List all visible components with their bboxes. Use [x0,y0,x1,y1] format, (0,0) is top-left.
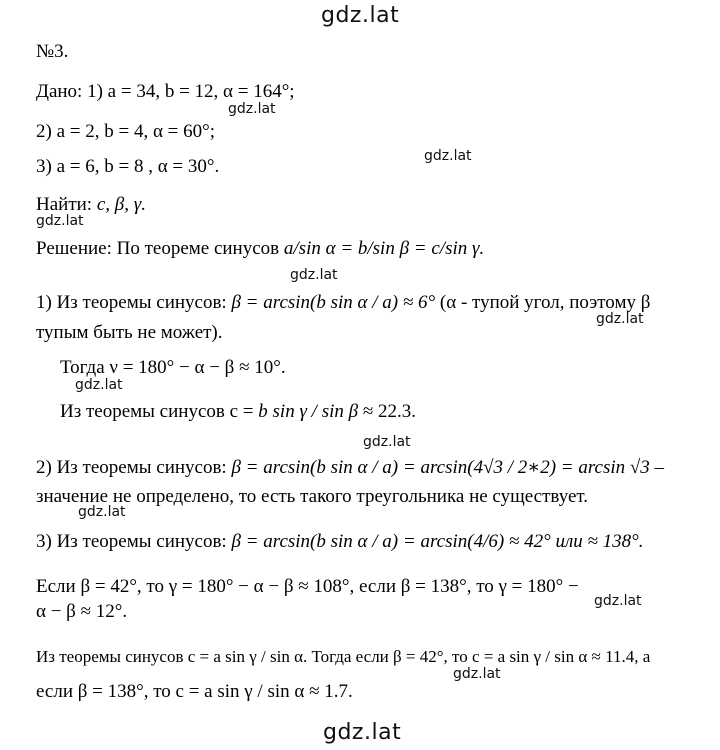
part1-prefix: 1) Из теоремы синусов: [36,292,227,313]
watermark: gdz.lat [290,267,338,283]
part1-c-prefix: Из теоремы синусов c = [60,401,254,422]
sine-law: a/sin α = b/sin β = c/sin γ. [283,238,485,259]
part1-c-value: ≈ 22.3. [362,401,417,422]
cases-line-1: Если β = 42°, то γ = 180° − α − β ≈ 108°, если β = 138°, то γ = 180° − [36,576,579,597]
part2-prefix: 2) Из теоремы синусов: [36,457,227,478]
watermark: gdz.lat [78,504,126,520]
watermark: gdz.lat [424,148,472,164]
part1-then: Тогда ν = 180° − α − β ≈ 10°. [60,357,286,378]
watermark: gdz.lat [36,213,84,229]
solution-line [36,237,484,261]
part2-line-1 [36,456,664,480]
part2-formula: β = arcsin(b sin α / a) = arcsin(4√3 / 2∗2) = arcsin √3 – [231,457,665,478]
watermark: gdz.lat [363,434,411,450]
given-label: Дано: [36,81,83,102]
problem-number: №3. [36,41,69,62]
solution-label: Решение: По теореме синусов [36,238,280,259]
watermark: gdz.lat [75,377,123,393]
part1-formula: β = arcsin(b sin α / a) ≈ 6° [231,292,436,313]
watermark-bottom: gdz.lat [323,720,402,745]
given-case-1: 1) a = 34, b = 12, α = 164°; [87,81,295,102]
find-line [36,193,146,217]
watermark: gdz.lat [228,101,276,117]
part1-line-1 [36,291,650,315]
watermark: gdz.lat [453,666,501,682]
find-label: Найти: [36,194,93,215]
final-line-1: Из теоремы синусов c = a sin γ / sin α. Тогда если β = 42°, то c = a sin γ / sin α ≈ 11.4, а [36,647,651,666]
watermark: gdz.lat [596,311,644,327]
part1-suffix: (α - тупой угол, поэтому β [439,292,651,313]
find-value: c, β, γ. [96,194,146,215]
part1-c-formula: b sin γ / sin β [258,401,359,422]
part3-line [36,530,644,554]
watermark-top: gdz.lat [321,3,400,28]
part3-formula: β = arcsin(b sin α / a) = arcsin(4/6) ≈ 42° или ≈ 138°. [231,531,644,552]
part3-prefix: 3) Из теоремы синусов: [36,531,227,552]
part2-line-2: значение не определено, то есть такого треугольника не существует. [36,486,589,507]
part1-c-line [60,400,416,424]
cases-line-2: α − β ≈ 12°. [36,601,128,622]
given-line-1 [36,80,295,104]
given-case-2: 2) a = 2, b = 4, α = 60°; [36,121,215,142]
final-line-2: если β = 138°, то c = a sin γ / sin α ≈ 1.7. [36,681,353,702]
given-case-3: 3) a = 6, b = 8 , α = 30°. [36,156,220,177]
watermark: gdz.lat [594,593,642,609]
part1-line-2: тупым быть не может). [36,322,223,343]
